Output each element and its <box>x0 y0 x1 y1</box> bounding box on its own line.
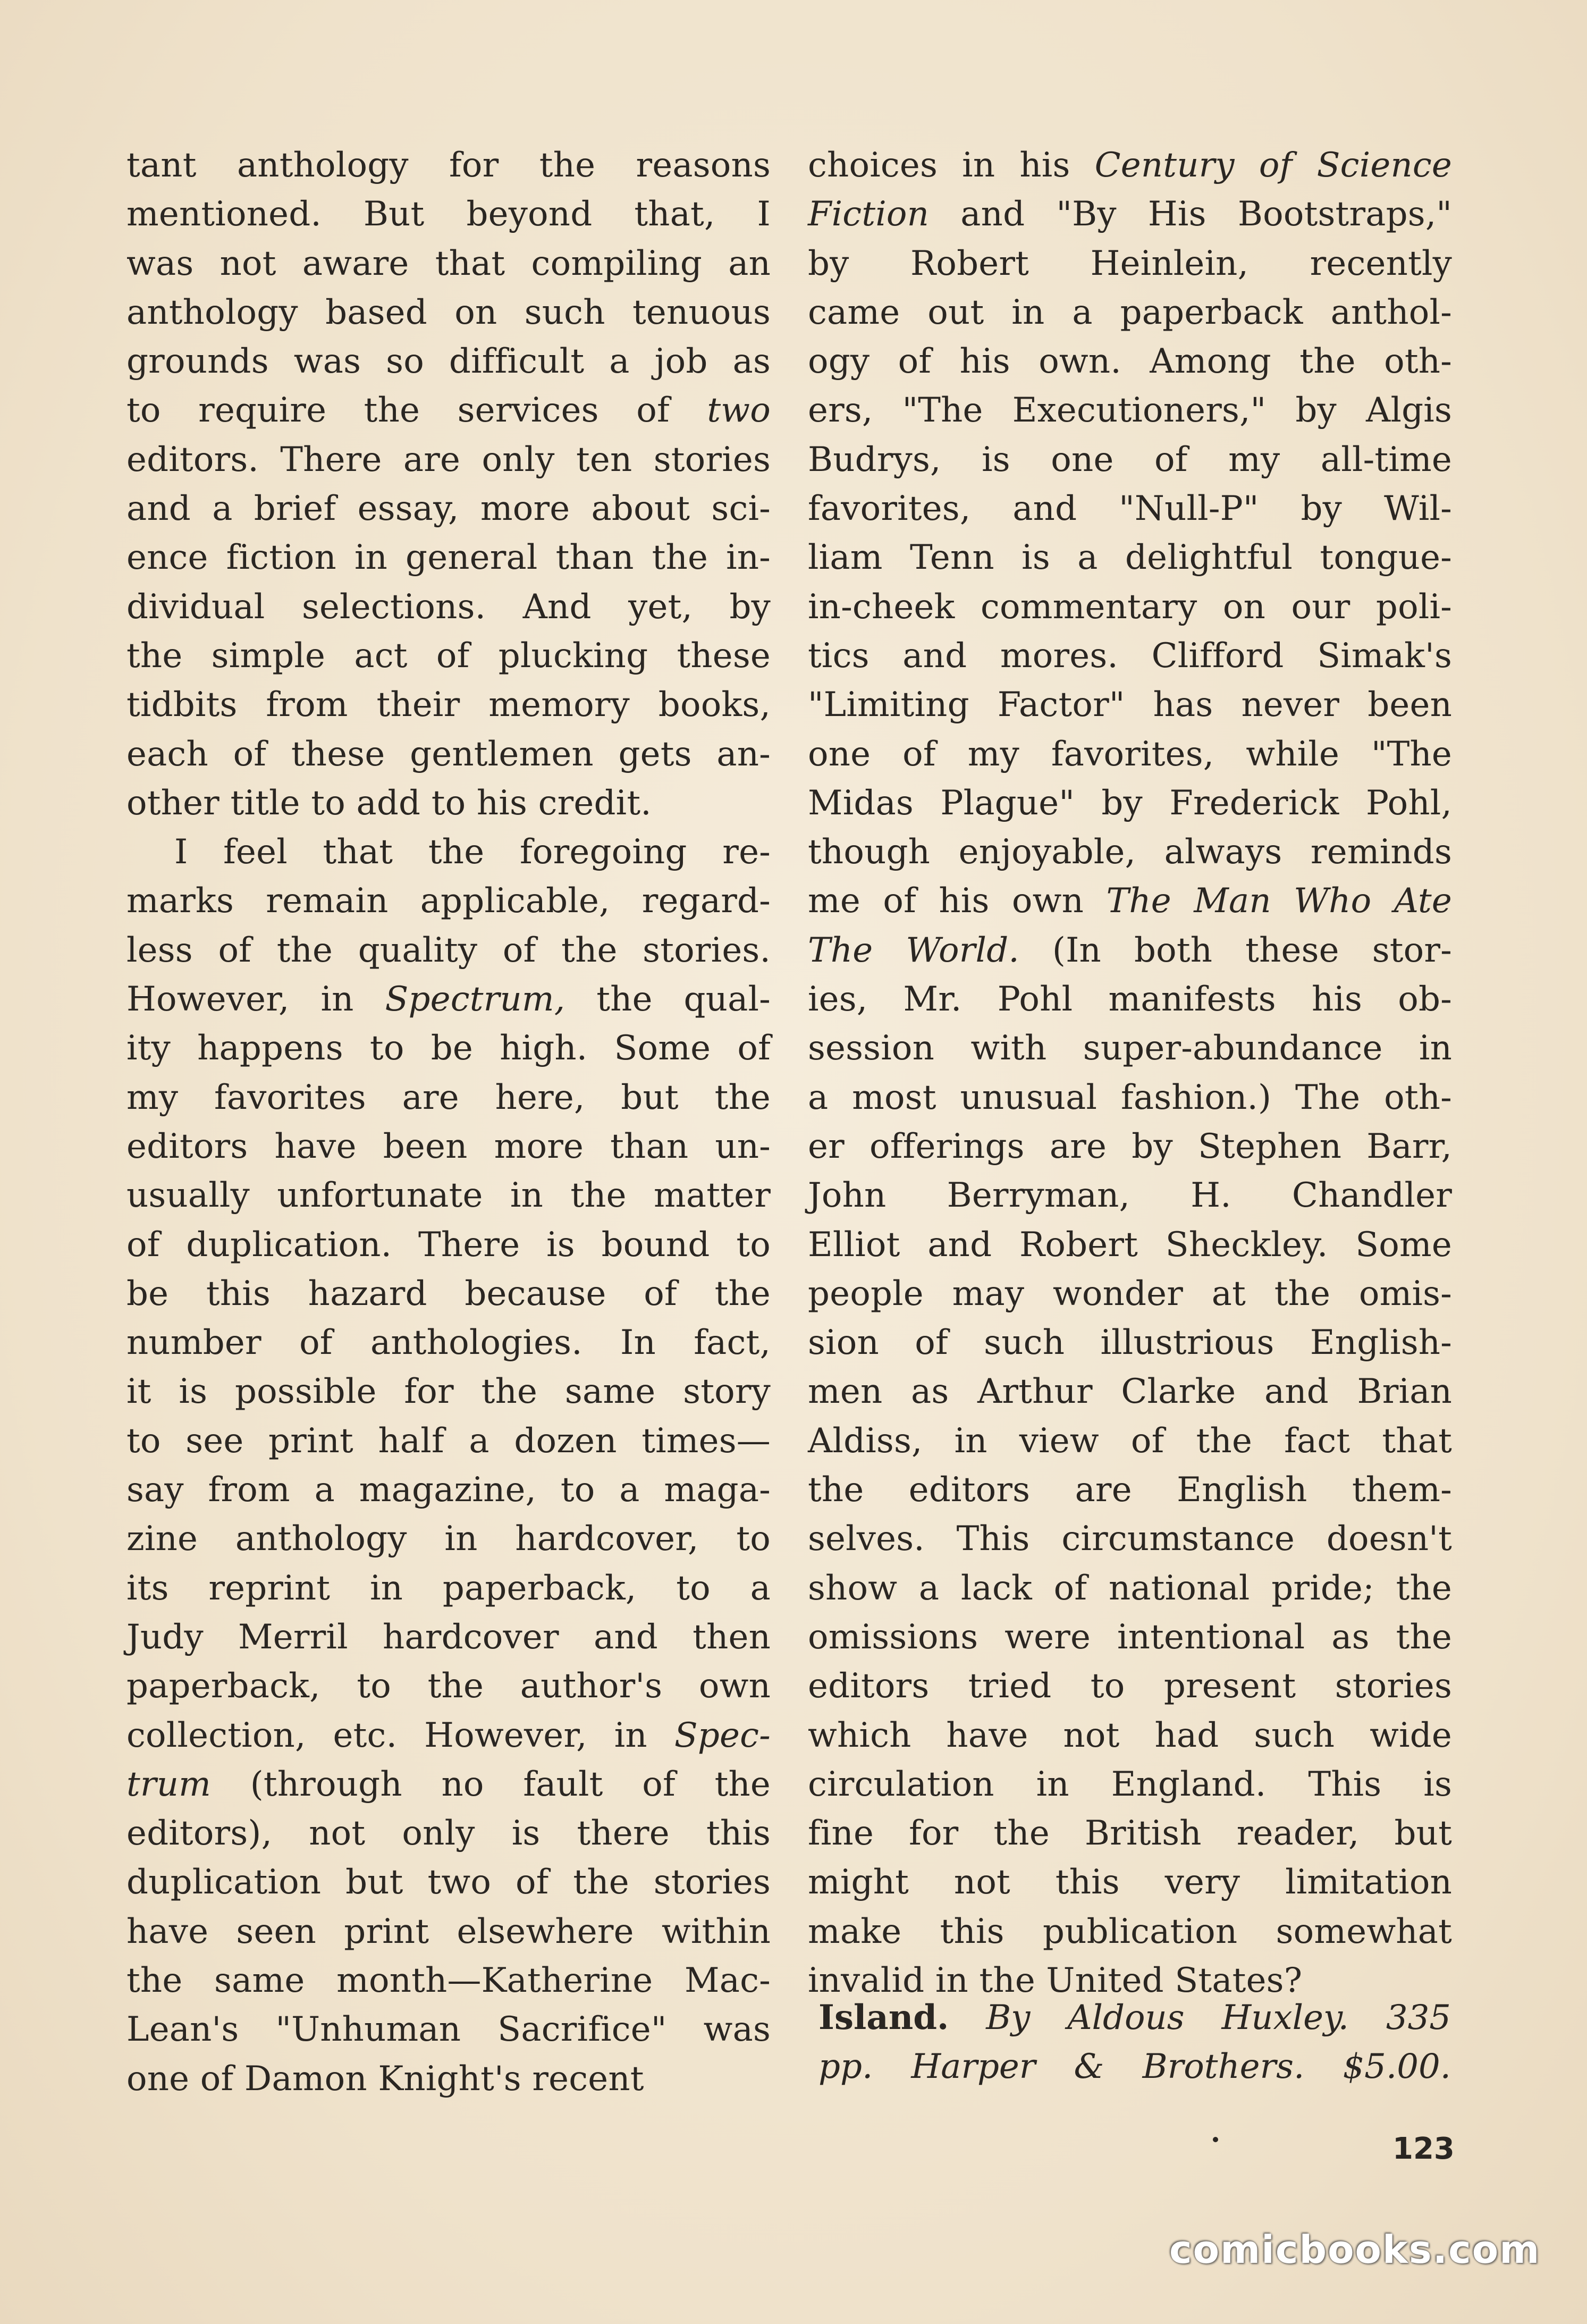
italic-title-text: Century of Science <box>1094 146 1452 185</box>
right-column-line: The World. (In both these stor- <box>808 930 1453 970</box>
right-column-line: people may wonder at the omis- <box>808 1274 1452 1313</box>
right-column-line: favorites, and "Null-P" by Wil- <box>808 489 1452 529</box>
left-column-line: it is possible for the same story <box>126 1372 771 1412</box>
left-column-line: However, in Spectrum, the qual- <box>126 980 771 1020</box>
right-column-line: a most unusual fashion.) The oth- <box>808 1077 1452 1117</box>
left-column-line: ity happens to be high. Some of <box>126 1029 771 1068</box>
left-column-line: to see print half a dozen times— <box>126 1421 771 1461</box>
watermark-text: comicbooks.com <box>1169 2227 1541 2272</box>
left-column-line: number of anthologies. In fact, <box>126 1323 771 1363</box>
right-column-line: liam Tenn is a delightful tongue- <box>808 538 1452 578</box>
italic-title-text: Spec- <box>674 1715 771 1755</box>
right-column-line: men as Arthur Clarke and Brian <box>808 1372 1452 1412</box>
left-column-line: be this hazard because of the <box>126 1274 771 1313</box>
left-column-line: editors. There are only ten stories <box>126 440 771 479</box>
left-column-line: and a brief essay, more about sci- <box>126 489 771 529</box>
left-column-line: collection, etc. However, in Spec- <box>126 1715 771 1755</box>
left-column-line: say from a magazine, to a maga- <box>126 1470 771 1510</box>
book-review-header <box>818 1993 1451 2092</box>
italic-title-text: Spectrum, <box>385 980 565 1020</box>
right-column-line: in-cheek commentary on our poli- <box>808 587 1452 627</box>
right-column-line: er offerings are by Stephen Barr, <box>808 1126 1452 1166</box>
right-column-line: me of his own The Man Who Ate <box>808 881 1452 921</box>
right-column-line: though enjoyable, always reminds <box>808 832 1452 872</box>
right-text-column <box>808 141 1452 2005</box>
right-column-line: editors tried to present stories <box>808 1666 1452 1706</box>
right-column-line: choices in his Century of Science <box>808 146 1452 185</box>
right-column-line: sion of such illustrious English- <box>808 1323 1452 1363</box>
left-column-line: paperback, to the author's own <box>126 1666 771 1706</box>
left-column-line: zine anthology in hardcover, to <box>126 1519 771 1559</box>
left-column-line: was not aware that compiling an <box>126 243 771 283</box>
right-column-line: Midas Plague" by Frederick Pohl, <box>808 783 1452 823</box>
left-column-line: anthology based on such tenuous <box>126 292 771 332</box>
italic-title-text: The Man Who Ate <box>1106 881 1452 921</box>
book-title: Island. <box>818 1998 949 2037</box>
left-column-line: grounds was so difficult a job as <box>126 342 771 382</box>
left-column-line: one of Damon Knight's recent <box>126 2059 644 2099</box>
right-column-line: make this publication somewhat <box>808 1912 1452 1951</box>
right-column-line: one of my favorites, while "The <box>808 734 1452 774</box>
right-column-line: show a lack of national pride; the <box>808 1568 1452 1608</box>
right-column-line: circulation in England. This is <box>808 1764 1452 1804</box>
italic-title-text: trum <box>126 1764 212 1804</box>
right-column-line: invalid in the United States? <box>808 1960 1303 2000</box>
review-header-line-1 <box>818 1993 1451 2042</box>
left-column-line: Judy Merril hardcover and then <box>126 1617 771 1657</box>
right-column-line: the editors are English them- <box>808 1470 1452 1510</box>
italic-title-text: two <box>707 391 771 431</box>
right-column-line: came out in a paperback anthol- <box>808 292 1452 332</box>
right-column-line: might not this very limitation <box>808 1863 1452 1902</box>
book-author-pages: By Aldous Huxley. 335 <box>986 1998 1451 2037</box>
italic-title-text: The World. <box>808 930 1019 970</box>
right-column-line: by Robert Heinlein, recently <box>808 243 1452 283</box>
left-column-line: my favorites are here, but the <box>126 1077 771 1117</box>
left-column-line: editors), not only is there this <box>126 1814 771 1854</box>
right-column-line: omissions were intentional as the <box>808 1617 1452 1657</box>
left-column-line: tant anthology for the reasons <box>126 146 771 185</box>
left-column-line: each of these gentlemen gets an- <box>126 734 771 774</box>
right-column-line: selves. This circumstance doesn't <box>808 1519 1452 1559</box>
left-column-line: trum (through no fault of the <box>126 1764 771 1804</box>
left-column-line: ence fiction in general than the in- <box>126 538 771 578</box>
right-column-line: Budrys, is one of my all-time <box>808 440 1452 479</box>
left-column-line: I feel that the foregoing re- <box>174 832 771 872</box>
page-number: 123 <box>1392 2132 1455 2166</box>
left-column-line: duplication but two of the stories <box>126 1863 771 1902</box>
left-column-line: have seen print elsewhere within <box>126 1912 771 1951</box>
left-column-line: to require the services of two <box>126 391 771 431</box>
left-column-line: other title to add to his credit. <box>126 783 652 823</box>
right-column-line: ogy of his own. Among the oth- <box>808 342 1452 382</box>
right-column-line: John Berryman, H. Chandler <box>808 1176 1452 1216</box>
left-column-line: mentioned. But beyond that, I <box>126 195 771 234</box>
left-column-line: dividual selections. And yet, by <box>126 587 771 627</box>
book-publisher-price: pp. Harper & Brothers. $5.00. <box>818 2047 1451 2087</box>
left-column-line: editors have been more than un- <box>126 1126 771 1166</box>
stray-ink-dot <box>1213 2137 1218 2142</box>
left-column-line: of duplication. There is bound to <box>126 1225 771 1265</box>
right-column-line: Elliot and Robert Sheckley. Some <box>808 1225 1452 1265</box>
left-column-line: the same month—Katherine Mac- <box>126 1960 771 2000</box>
left-column-line: Lean's "Unhuman Sacrifice" was <box>126 2010 771 2050</box>
left-text-column <box>126 141 771 2103</box>
italic-title-text: Fiction <box>808 195 930 234</box>
right-column-line: ies, Mr. Pohl manifests his ob- <box>808 980 1452 1020</box>
left-column-line: usually unfortunate in the matter <box>126 1176 771 1216</box>
right-column-line: fine for the British reader, but <box>808 1814 1452 1854</box>
right-column-line: "Limiting Factor" has never been <box>808 685 1452 725</box>
right-column-line: Fiction and "By His Bootstraps," <box>808 195 1452 234</box>
left-column-line: tidbits from their memory books, <box>126 685 771 725</box>
right-column-line: ers, "The Executioners," by Algis <box>808 391 1452 431</box>
right-column-line: Aldiss, in view of the fact that <box>808 1421 1452 1461</box>
right-column-line: which have not had such wide <box>808 1715 1452 1755</box>
right-column-line: session with super-abundance in <box>808 1029 1452 1068</box>
left-column-line: its reprint in paperback, to a <box>126 1568 771 1608</box>
left-column-line: the simple act of plucking these <box>126 636 771 676</box>
left-column-line: less of the quality of the stories. <box>126 930 771 970</box>
right-column-line: tics and mores. Clifford Simak's <box>808 636 1452 676</box>
left-column-line: marks remain applicable, regard- <box>126 881 771 921</box>
